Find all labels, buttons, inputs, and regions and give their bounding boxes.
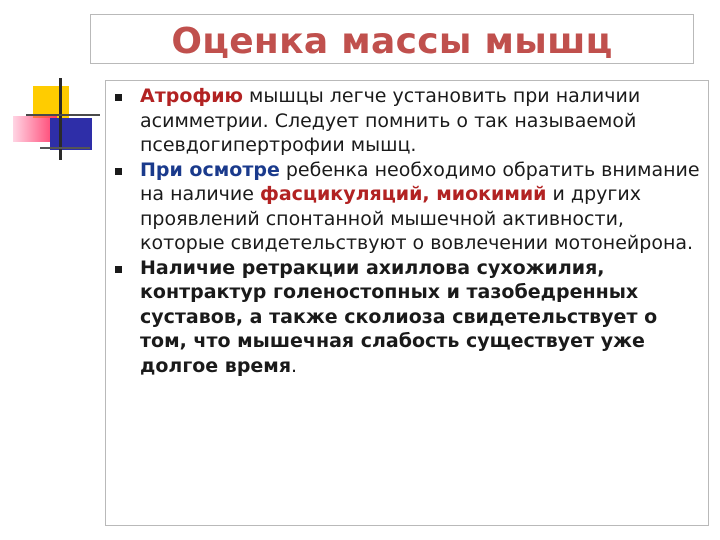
decor-horizontal-line: [26, 114, 100, 116]
bullet-2-text-a: ребенка необходимо обратить внимание на наличие: [140, 158, 700, 205]
decor-horizontal-line-lower: [40, 147, 90, 149]
bullet-3-period: .: [291, 354, 298, 377]
decor-blue-square: [50, 118, 92, 150]
title-frame: [90, 14, 694, 64]
bullet-marker-icon: [115, 266, 122, 273]
bullet-item-2: [115, 158, 705, 256]
slide-title: Оценка массы мышц: [171, 21, 613, 62]
term-fasciculations: фасцикуляций, миокимий: [259, 183, 547, 205]
bullet-item-1: [115, 84, 705, 158]
bullet-1-text: мышцы легче установить при наличии асимметрии. Следует помнить о так называемой псевдогипертрофии мышц.: [140, 85, 641, 156]
bullet-2-text-b: и других проявлений спонтанной мышечной активности, которые свидетельствуют о вовлечении мотонейрона.: [140, 183, 694, 254]
term-examination: При осмотре: [140, 158, 280, 181]
bullet-3-text: Наличие ретракции ахиллова сухожилия, контрактур голеностопных и тазобедренных суставов, а также сколиоза свидетельствует о том, что мышечная слабость существует уже долгое время: [140, 256, 658, 377]
bullet-marker-icon: [115, 94, 122, 101]
bullet-list: [115, 84, 705, 378]
bullet-marker-icon: [115, 168, 122, 175]
bullet-item-3: [115, 256, 705, 379]
term-atrophy: Атрофию: [140, 85, 244, 107]
